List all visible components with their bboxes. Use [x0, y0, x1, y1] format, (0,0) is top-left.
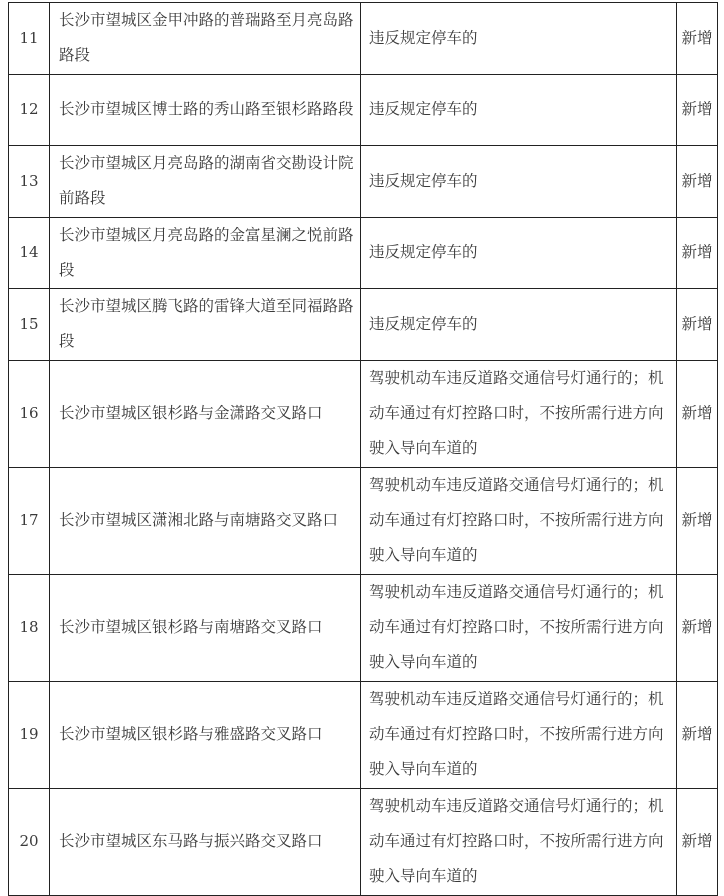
table-row — [9, 788, 718, 895]
table-row — [9, 289, 718, 361]
violation-cell: 违反规定停车的 — [361, 217, 677, 289]
row-number: 12 — [9, 74, 50, 146]
violation-cell: 违反规定停车的 — [361, 146, 677, 218]
violation-cell: 违反规定停车的 — [361, 289, 677, 361]
location-cell: 长沙市望城区博士路的秀山路至银杉路路段 — [50, 74, 361, 146]
location-cell: 长沙市望城区金甲冲路的普瑞路至月亮岛路路段 — [50, 3, 361, 75]
location-cell: 长沙市望城区腾飞路的雷锋大道至同福路路段 — [50, 289, 361, 361]
status-cell: 新增 — [677, 467, 718, 574]
row-number: 17 — [9, 467, 50, 574]
row-number: 16 — [9, 360, 50, 467]
violation-cell: 驾驶机动车违反道路交通信号灯通行的；机动车通过有灯控路口时，不按所需行进方向驶入导向车道的 — [361, 681, 677, 788]
violation-cell: 违反规定停车的 — [361, 74, 677, 146]
row-number: 13 — [9, 146, 50, 218]
status-cell: 新增 — [677, 360, 718, 467]
location-cell: 长沙市望城区潇湘北路与南塘路交叉路口 — [50, 467, 361, 574]
status-cell: 新增 — [677, 681, 718, 788]
table-row — [9, 217, 718, 289]
location-cell: 长沙市望城区月亮岛路的湖南省交勘设计院前路段 — [50, 146, 361, 218]
status-cell: 新增 — [677, 574, 718, 681]
status-cell: 新增 — [677, 74, 718, 146]
row-number: 18 — [9, 574, 50, 681]
row-number: 19 — [9, 681, 50, 788]
table-row — [9, 146, 718, 218]
violation-cell: 驾驶机动车违反道路交通信号灯通行的；机动车通过有灯控路口时，不按所需行进方向驶入导向车道的 — [361, 467, 677, 574]
violation-cell: 违反规定停车的 — [361, 3, 677, 75]
violation-cell: 驾驶机动车违反道路交通信号灯通行的；机动车通过有灯控路口时，不按所需行进方向驶入导向车道的 — [361, 574, 677, 681]
location-cell: 长沙市望城区银杉路与南塘路交叉路口 — [50, 574, 361, 681]
table-row — [9, 3, 718, 75]
location-cell: 长沙市望城区银杉路与金潇路交叉路口 — [50, 360, 361, 467]
status-cell: 新增 — [677, 217, 718, 289]
violation-cell: 驾驶机动车违反道路交通信号灯通行的；机动车通过有灯控路口时，不按所需行进方向驶入导向车道的 — [361, 788, 677, 895]
enforcement-locations-table — [8, 2, 718, 896]
table-row — [9, 681, 718, 788]
location-cell: 长沙市望城区东马路与振兴路交叉路口 — [50, 788, 361, 895]
table-row — [9, 74, 718, 146]
status-cell: 新增 — [677, 788, 718, 895]
row-number: 15 — [9, 289, 50, 361]
location-cell: 长沙市望城区银杉路与雅盛路交叉路口 — [50, 681, 361, 788]
location-cell: 长沙市望城区月亮岛路的金富星澜之悦前路段 — [50, 217, 361, 289]
violation-cell: 驾驶机动车违反道路交通信号灯通行的；机动车通过有灯控路口时，不按所需行进方向驶入导向车道的 — [361, 360, 677, 467]
status-cell: 新增 — [677, 146, 718, 218]
table-row — [9, 467, 718, 574]
row-number: 14 — [9, 217, 50, 289]
table-row — [9, 574, 718, 681]
table-body — [9, 3, 718, 896]
row-number: 20 — [9, 788, 50, 895]
status-cell: 新增 — [677, 3, 718, 75]
status-cell: 新增 — [677, 289, 718, 361]
row-number: 11 — [9, 3, 50, 75]
table-row — [9, 360, 718, 467]
